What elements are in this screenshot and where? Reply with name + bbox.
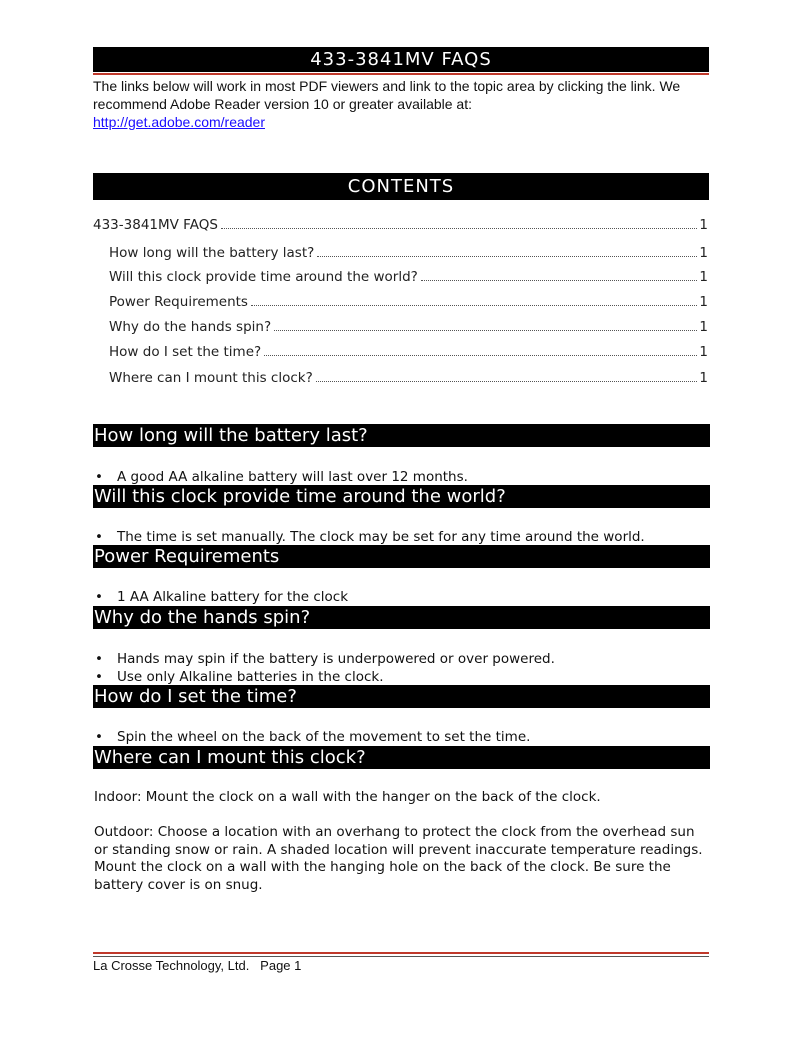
- bullet-dot: •: [95, 651, 103, 667]
- section-heading-mount: Where can I mount this clock?: [93, 746, 710, 769]
- toc-item-hands-spin[interactable]: [109, 319, 708, 335]
- contents-title: CONTENTS: [93, 173, 709, 200]
- bullet-text: Hands may spin if the battery is underpowered or over powered.: [117, 651, 555, 667]
- toc-page: 1: [699, 217, 708, 233]
- toc-leader: [317, 256, 697, 257]
- toc-leader: [274, 330, 697, 331]
- bullet-dot: •: [95, 529, 103, 545]
- intro-text: The links below will work in most PDF viewers and link to the topic area by clicking the link. We recommend Adobe Reader version 10 or greater available at:: [93, 78, 681, 112]
- bullet-dot: •: [95, 729, 103, 745]
- section-heading-world-time: Will this clock provide time around the world?: [93, 485, 710, 508]
- toc-item-set-time[interactable]: [109, 344, 708, 360]
- section-heading-power: Power Requirements: [93, 545, 710, 568]
- toc-label: Where can I mount this clock?: [109, 370, 313, 386]
- toc-leader: [221, 228, 698, 229]
- toc-leader: [264, 355, 697, 356]
- section-heading-hands-spin: Why do the hands spin?: [93, 606, 710, 629]
- toc-item-mount[interactable]: [109, 370, 708, 386]
- toc-label: How long will the battery last?: [109, 245, 315, 261]
- toc-page: 1: [699, 294, 708, 310]
- bullet-text: The time is set manually. The clock may be set for any time around the world.: [117, 529, 645, 545]
- toc-item-power[interactable]: [109, 294, 708, 310]
- outdoor-paragraph: Outdoor: Choose a location with an overhang to protect the clock from the overhead sun or standing snow or rain. A shaded location will prevent inaccurate temperature readings. Mount the clock on a wall with the hanging hole on the back of the clock. Be sure the battery cover is on snug.: [94, 824, 703, 893]
- indoor-paragraph: Indoor: Mount the clock on a wall with the hanger on the back of the clock.: [94, 789, 601, 805]
- toc-item-title[interactable]: [93, 217, 708, 233]
- bullet-dot: •: [95, 469, 103, 485]
- bullet-item: [95, 529, 645, 545]
- toc-item-battery[interactable]: [109, 245, 708, 261]
- toc-page: 1: [699, 370, 708, 386]
- bullet-dot: •: [95, 589, 103, 605]
- toc-page: 1: [699, 245, 708, 261]
- toc-label: Power Requirements: [109, 294, 248, 310]
- toc-leader: [316, 381, 698, 382]
- toc-leader: [251, 305, 697, 306]
- toc-item-world-time[interactable]: [109, 269, 708, 285]
- toc-page: 1: [699, 319, 708, 335]
- bullet-text: 1 AA Alkaline battery for the clock: [117, 589, 349, 605]
- toc-label: How do I set the time?: [109, 344, 262, 360]
- toc-label: Will this clock provide time around the world?: [109, 269, 418, 285]
- title-underline: [93, 73, 709, 75]
- section-heading-battery: How long will the battery last?: [93, 424, 710, 447]
- toc-label: Why do the hands spin?: [109, 319, 272, 335]
- bullet-item: [95, 589, 348, 605]
- toc-label: 433-3841MV FAQS: [93, 217, 218, 233]
- bullet-text: Spin the wheel on the back of the movement to set the time.: [117, 729, 531, 745]
- bullet-item: [95, 469, 468, 485]
- toc-leader: [421, 280, 698, 281]
- intro-paragraph: [93, 77, 709, 131]
- bullet-item: [95, 729, 530, 745]
- toc-page: 1: [699, 269, 708, 285]
- bullet-dot: •: [95, 669, 103, 685]
- toc-page: 1: [699, 344, 708, 360]
- page-title: 433-3841MV FAQS: [93, 47, 709, 72]
- bullet-item: [95, 669, 384, 685]
- adobe-reader-link[interactable]: http://get.adobe.com/reader: [93, 114, 265, 130]
- footer-line-thin: [93, 956, 709, 957]
- bullet-text: Use only Alkaline batteries in the clock.: [117, 669, 384, 685]
- bullet-item: [95, 651, 555, 667]
- footer-line: [93, 952, 709, 954]
- footer-text: La Crosse Technology, Ltd. Page 1: [93, 958, 302, 973]
- bullet-text: A good AA alkaline battery will last over 12 months.: [117, 469, 468, 485]
- section-heading-set-time: How do I set the time?: [93, 685, 710, 708]
